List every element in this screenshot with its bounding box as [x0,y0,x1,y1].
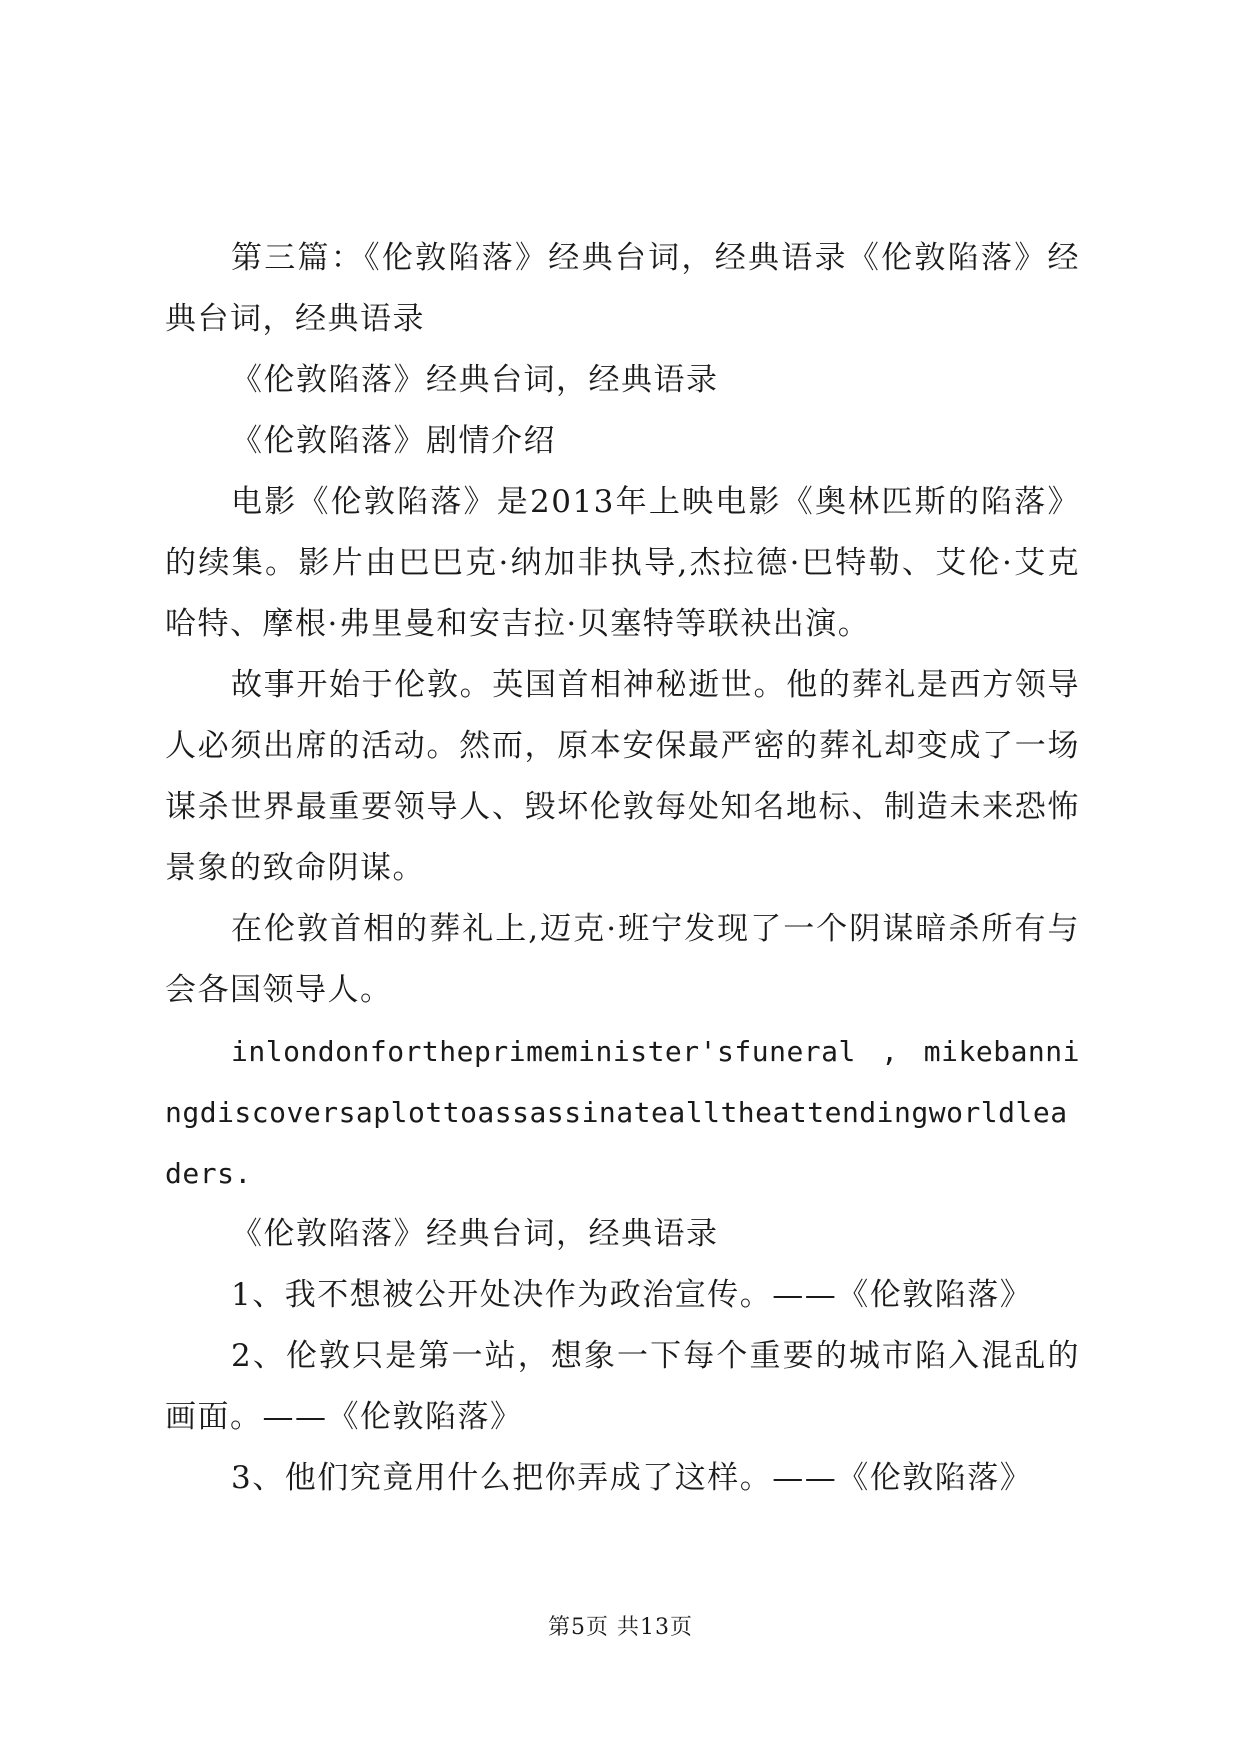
paragraph-story: 故事开始于伦敦。英国首相神秘逝世。他的葬礼是西方领导人必须出席的活动。然而，原本安保最严密的葬礼却变成了一场谋杀世界最重要领导人、毁坏伦敦每处知名地标、制造未来恐怖景象的致命阴谋。 [165,667,1080,886]
document-body [165,228,1080,1509]
quote-item: 2、伦敦只是第一站，想象一下每个重要的城市陷入混乱的画面。——《伦敦陷落》 [165,1338,1080,1435]
paragraph-intro: 电影《伦敦陷落》是2013年上映电影《奥林匹斯的陷落》的续集。影片由巴巴克·纳加非执导,杰拉德·巴特勒、艾伦·艾克哈特、摩根·弗里曼和安吉拉·贝塞特等联袂出演。 [165,484,1080,642]
paragraph-summary-en: inlondonfortheprimeminister'sfuneral , mikebanningdiscoversaplottoassassinatealltheattendingworldleaders. [165,1035,1080,1190]
paragraph-summary-cn: 在伦敦首相的葬礼上,迈克·班宁发现了一个阴谋暗杀所有与会各国领导人。 [165,911,1080,1008]
subheading-plot: 《伦敦陷落》剧情介绍 [231,423,556,459]
section-heading: 第三篇：《伦敦陷落》经典台词，经典语录《伦敦陷落》经典台词，经典语录 [165,240,1080,337]
subheading-quotes: 《伦敦陷落》经典台词，经典语录 [231,362,719,398]
quote-item: 1、我不想被公开处决作为政治宣传。——《伦敦陷落》 [231,1277,1033,1313]
subheading-quotes-2: 《伦敦陷落》经典台词，经典语录 [231,1216,719,1252]
quote-item: 3、他们究竟用什么把你弄成了这样。——《伦敦陷落》 [231,1460,1033,1496]
page-number-footer: 第5页 共13页 [548,1615,693,1640]
